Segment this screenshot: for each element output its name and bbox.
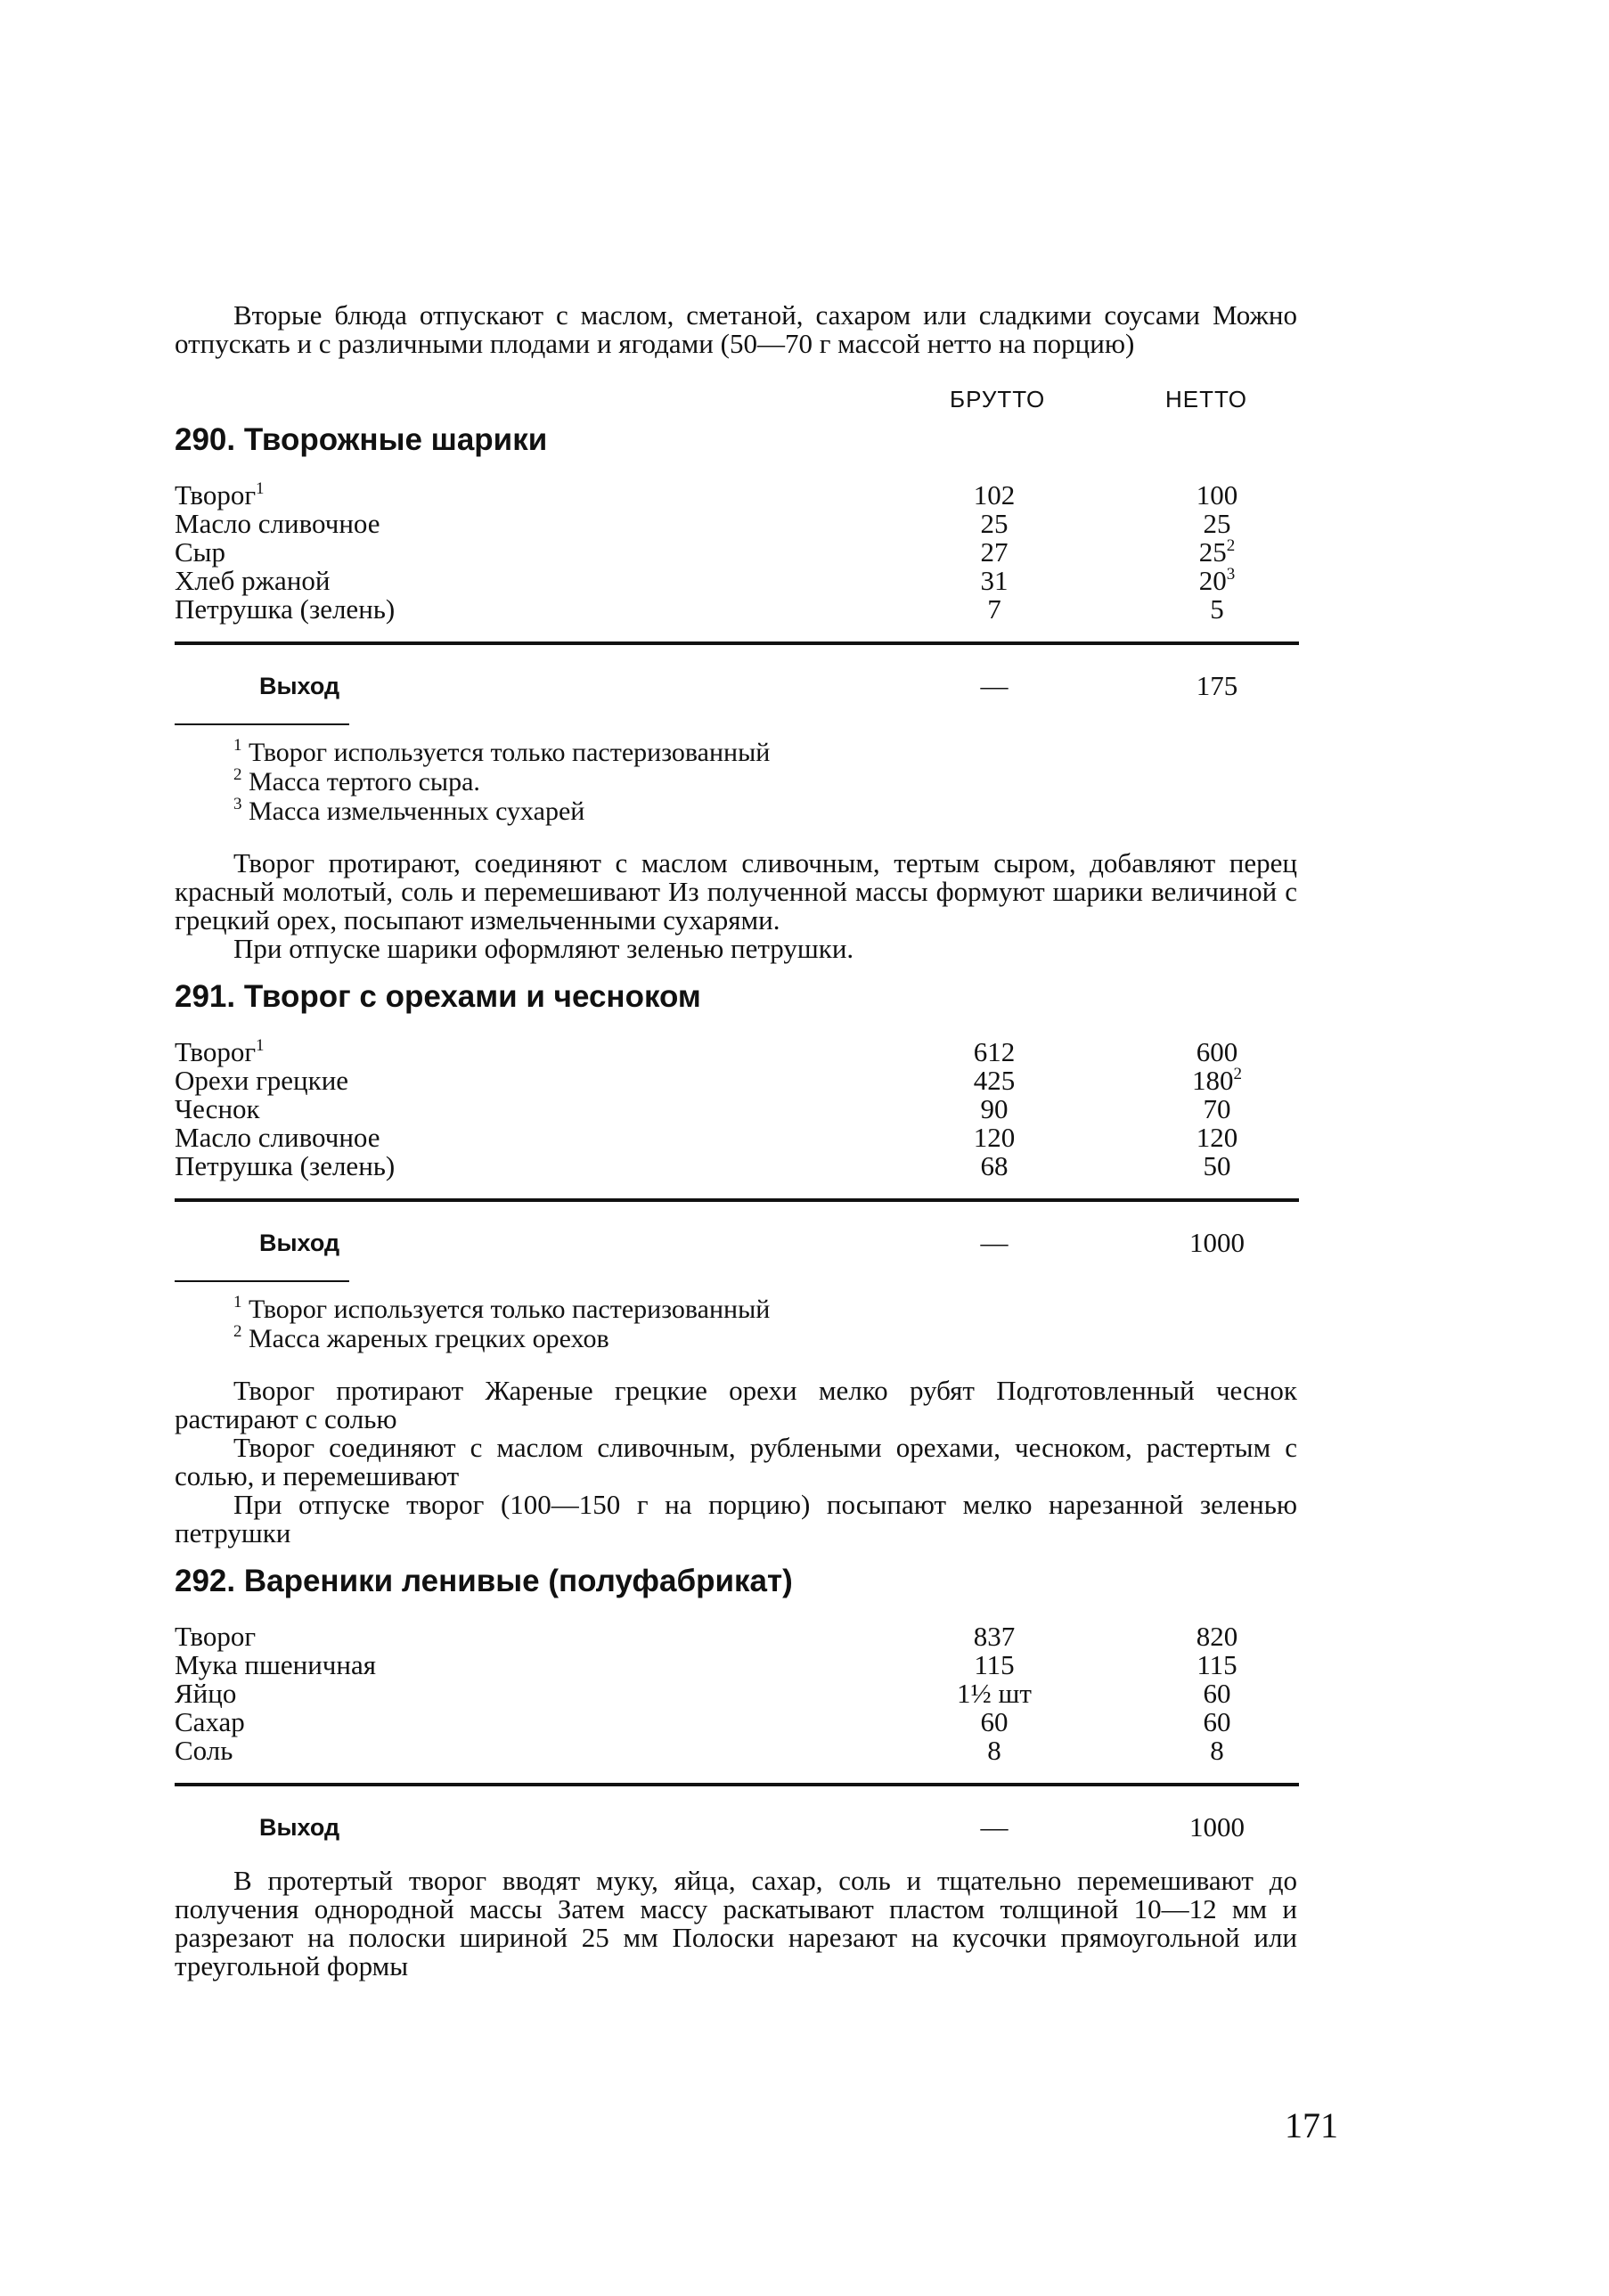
yield-brutto: — [980, 670, 1009, 701]
yield-brutto: — [980, 1227, 1009, 1258]
ingredient-row [175, 567, 1297, 595]
page-content [175, 301, 1297, 1981]
ingredient-row [175, 510, 1297, 538]
footnote-mark: 3 [233, 795, 242, 813]
preparation-paragraph: Творог соединяют с маслом сливочным, рублеными орехами, чесноком, растертым с солью, и перемешивают [175, 1432, 1297, 1491]
netto-value: 180 [1192, 1065, 1234, 1096]
column-headers [175, 385, 1297, 421]
netto-value: 600 [1196, 1036, 1238, 1067]
ingredient-row [175, 595, 1297, 624]
footnote [175, 797, 1297, 826]
preparation-paragraph: Творог протирают Жареные грецкие орехи мелко рубят Подготовленный чеснок растирают с солью [175, 1375, 1297, 1434]
netto-value: 8 [1210, 1735, 1224, 1766]
netto-value: 25 [1203, 508, 1231, 539]
footnote-text: Творог используется только пастеризованный [249, 738, 771, 767]
footnote [175, 767, 1297, 797]
ingredient-name: Творог [175, 1036, 257, 1067]
ingredients-table [175, 1622, 1297, 1765]
recipe-title: 292. Вареники ленивые (полуфабрикат) [175, 1564, 793, 1598]
preparation-paragraph: Творог протирают, соединяют с маслом сливочным, тертым сыром, добавляют перец красный молотый, соль и перемешивают Из полученной массы формуют шарики величиной с грецкий орех, посыпают измельченными сухарями. [175, 847, 1297, 936]
footnote-mark: 2 [233, 1322, 242, 1341]
ingredient-row [175, 1066, 1297, 1095]
netto-value: 60 [1203, 1678, 1231, 1709]
brutto-value: 68 [980, 1150, 1009, 1181]
brutto-value: 31 [980, 565, 1009, 596]
netto-value: 820 [1196, 1621, 1238, 1652]
footnote [175, 1295, 1297, 1324]
ingredient-row [175, 1152, 1297, 1181]
intro-paragraph: Вторые блюда отпускают с маслом, сметаной, сахаром или сладкими соусами Можно отпускать и с различными плодами и ягодами (50—70 г массой нетто на порцию) [175, 299, 1297, 359]
ingredient-row [175, 538, 1297, 567]
brutto-value: 27 [980, 536, 1009, 568]
footnote-ref: 2 [1226, 536, 1236, 555]
ingredient-name: Масло сливочное [175, 1122, 380, 1153]
footnote-text: Масса измельченных сухарей [249, 797, 585, 826]
netto-value: 50 [1203, 1150, 1231, 1181]
ingredient-row [175, 1038, 1297, 1066]
netto-value: 100 [1196, 479, 1238, 511]
ingredient-row [175, 481, 1297, 510]
recipe-291 [175, 979, 1297, 1548]
footnotes [175, 738, 1297, 826]
preparation-paragraph: При отпуске шарики оформляют зеленью петрушки. [233, 933, 854, 964]
ingredient-row [175, 1679, 1297, 1708]
ingredient-name: Мука пшеничная [175, 1649, 376, 1680]
preparation-paragraph: В протертый творог вводят муку, яйца, сахар, соль и тщательно перемешивают до получения однородной массы Затем массу раскатывают пластом толщиной 10—12 мм и разрезают на полоски шириной 25 мм Полоски нарезают на кусочки прямоугольной или треугольной формы [175, 1865, 1297, 1981]
yield-row [175, 672, 1297, 702]
footnote-mark: 1 [233, 736, 242, 755]
yield-row [175, 1229, 1297, 1259]
ingredient-name: Чеснок [175, 1093, 260, 1124]
ingredient-name: Петрушка (зелень) [175, 593, 396, 625]
preparation-text [175, 1867, 1297, 1981]
netto-value: 70 [1203, 1093, 1231, 1124]
table-rule [175, 1198, 1299, 1202]
brutto-value: 60 [980, 1706, 1009, 1737]
footnotes [175, 1295, 1297, 1353]
brutto-value: 120 [973, 1122, 1016, 1153]
yield-label: Выход [259, 1814, 340, 1841]
ingredient-row [175, 1095, 1297, 1123]
ingredient-row [175, 1651, 1297, 1679]
netto-value: 120 [1196, 1122, 1238, 1153]
brutto-value: 8 [987, 1735, 1001, 1766]
footnote-text: Масса тертого сыра. [249, 767, 480, 797]
netto-value: 5 [1210, 593, 1224, 625]
ingredient-row [175, 1622, 1297, 1651]
netto-value: 25 [1198, 536, 1227, 568]
brutto-value: 25 [980, 508, 1009, 539]
ingredient-name: Яйцо [175, 1678, 237, 1709]
ingredients-table [175, 1038, 1297, 1181]
footnote-rule [175, 1280, 349, 1282]
recipe-292 [175, 1564, 1297, 1981]
recipe-title: 290. Творожные шарики [175, 422, 548, 457]
column-header-netto: НЕТТО [1165, 386, 1247, 413]
ingredient-row [175, 1736, 1297, 1765]
brutto-value: 612 [973, 1036, 1016, 1067]
footnote-ref: 3 [1226, 565, 1236, 584]
brutto-value: 102 [973, 479, 1016, 511]
yield-netto: 175 [1196, 670, 1238, 701]
footnote-ref: 1 [256, 1036, 265, 1055]
column-header-brutto: БРУТТО [950, 386, 1046, 413]
ingredient-name: Сахар [175, 1706, 245, 1737]
netto-value: 60 [1203, 1706, 1231, 1737]
ingredient-name: Сыр [175, 536, 226, 568]
ingredient-name: Хлеб ржаной [175, 565, 331, 596]
ingredient-name: Петрушка (зелень) [175, 1150, 396, 1181]
footnote-ref: 1 [256, 479, 265, 498]
footnote [175, 1324, 1297, 1353]
brutto-value: 115 [974, 1649, 1015, 1680]
preparation-text [175, 849, 1297, 963]
yield-netto: 1000 [1189, 1227, 1245, 1258]
brutto-value: 1½ шт [957, 1678, 1032, 1709]
preparation-paragraph: При отпуске творог (100—150 г на порцию) посыпают мелко нарезанной зеленью петрушки [175, 1489, 1297, 1548]
yield-label: Выход [259, 673, 340, 699]
ingredient-name: Творог [175, 479, 257, 511]
ingredient-name: Творог [175, 1621, 257, 1652]
page-number: 171 [1285, 2105, 1338, 2145]
footnote-ref: 2 [1233, 1065, 1242, 1083]
netto-value: 115 [1197, 1649, 1237, 1680]
footnote [175, 738, 1297, 767]
recipe-290 [175, 422, 1297, 963]
ingredient-name: Орехи грецкие [175, 1065, 349, 1096]
brutto-value: 7 [987, 593, 1001, 625]
footnote-mark: 1 [233, 1293, 242, 1311]
footnote-rule [175, 723, 349, 725]
netto-value: 20 [1198, 565, 1227, 596]
yield-netto: 1000 [1189, 1811, 1245, 1843]
ingredient-name: Масло сливочное [175, 508, 380, 539]
brutto-value: 90 [980, 1093, 1009, 1124]
ingredients-table [175, 481, 1297, 624]
table-rule [175, 1783, 1299, 1786]
ingredient-name: Соль [175, 1735, 233, 1766]
footnote-mark: 2 [233, 765, 242, 784]
ingredient-row [175, 1123, 1297, 1152]
yield-label: Выход [259, 1230, 340, 1256]
yield-brutto: — [980, 1811, 1009, 1843]
ingredient-row [175, 1708, 1297, 1736]
yield-row [175, 1813, 1297, 1843]
footnote-text: Масса жареных грецких орехов [249, 1324, 609, 1353]
recipe-title: 291. Творог с орехами и чесноком [175, 979, 701, 1014]
brutto-value: 837 [973, 1621, 1016, 1652]
brutto-value: 425 [973, 1065, 1016, 1096]
table-rule [175, 641, 1299, 645]
preparation-text [175, 1377, 1297, 1548]
footnote-text: Творог используется только пастеризованный [249, 1295, 771, 1324]
